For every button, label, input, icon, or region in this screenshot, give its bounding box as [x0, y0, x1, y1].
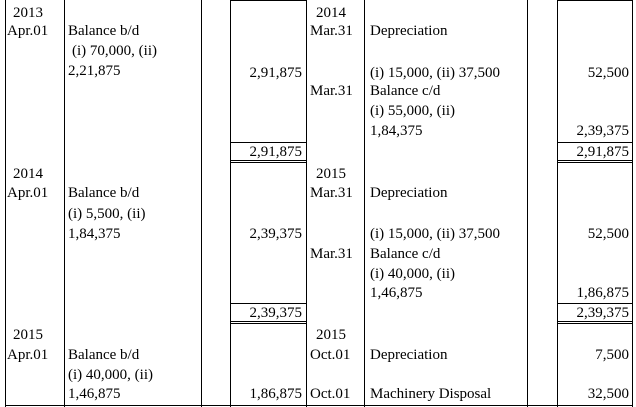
credit-date: Mar.31	[310, 83, 353, 99]
total-rule-debit-1-bottom-double	[230, 162, 307, 163]
debit-amount: 2,39,375	[249, 226, 302, 242]
total-credit: 2,91,875	[576, 144, 629, 160]
credit-particulars: Machinery Disposal	[370, 386, 492, 402]
credit-detail: 1,84,375	[370, 123, 423, 139]
total-debit: 2,39,375	[249, 305, 302, 321]
column-rule-credit-date	[364, 0, 365, 407]
total-debit: 2,91,875	[249, 144, 302, 160]
debit-particulars: Balance b/d	[68, 23, 140, 39]
credit-particulars: Depreciation	[370, 23, 448, 39]
debit-detail: 1,46,875	[68, 386, 121, 402]
credit-date: Oct.01	[310, 347, 351, 363]
credit-amount: 32,500	[587, 386, 629, 402]
debit-date: Apr.01	[7, 23, 49, 39]
total-rule-credit-1-bottom-double	[557, 162, 633, 163]
credit-detail: (i) 15,000, (ii) 37,500	[370, 226, 500, 242]
debit-year: 2013	[13, 5, 43, 21]
credit-date: Oct.01	[310, 386, 351, 402]
total-rule-credit-2-bottom-double	[557, 323, 633, 324]
column-rule-debit-amount	[306, 0, 307, 407]
column-rule-right-edge	[632, 0, 633, 407]
debit-detail: (i) 40,000, (ii)	[68, 367, 153, 383]
credit-date: Mar.31	[310, 23, 353, 39]
debit-detail: (i) 5,500, (ii)	[68, 206, 146, 222]
column-rule-credit-particulars	[527, 0, 528, 407]
top-rule-debit	[230, 0, 307, 1]
column-rule-debit-date	[64, 0, 65, 407]
debit-detail: (i) 70,000, (ii)	[72, 43, 157, 59]
credit-detail: (i) 15,000, (ii) 37,500	[370, 65, 500, 81]
credit-amount: 52,500	[587, 226, 629, 242]
credit-detail: (i) 55,000, (ii)	[370, 103, 455, 119]
debit-amount: 2,91,875	[249, 65, 302, 81]
top-rule-credit	[557, 0, 633, 1]
column-rule-left-edge	[5, 0, 6, 407]
credit-particulars: Depreciation	[370, 185, 448, 201]
debit-amount: 1,86,875	[249, 386, 302, 402]
credit-amount: 1,86,875	[576, 285, 629, 301]
column-rule-debit-particulars	[201, 0, 202, 407]
debit-detail: 1,84,375	[68, 226, 121, 242]
credit-date: Mar.31	[310, 246, 353, 262]
bottom-rule	[5, 405, 633, 406]
debit-date: Apr.01	[7, 185, 49, 201]
credit-detail: (i) 40,000, (ii)	[370, 266, 455, 282]
credit-amount: 2,39,375	[576, 123, 629, 139]
debit-particulars: Balance b/d	[68, 347, 140, 363]
total-credit: 2,39,375	[576, 305, 629, 321]
debit-detail: 2,21,875	[68, 63, 121, 79]
debit-date: Apr.01	[7, 347, 49, 363]
total-rule-debit-2-bottom-double	[230, 323, 307, 324]
credit-year: 2015	[316, 327, 346, 343]
credit-amount: 52,500	[587, 65, 629, 81]
debit-year: 2014	[13, 166, 43, 182]
debit-year: 2015	[13, 327, 43, 343]
credit-detail: 1,46,875	[370, 285, 423, 301]
credit-amount: 7,500	[595, 347, 629, 363]
credit-year: 2015	[316, 166, 346, 182]
credit-particulars: Balance c/d	[370, 246, 441, 262]
debit-particulars: Balance b/d	[68, 185, 140, 201]
credit-particulars: Balance c/d	[370, 83, 441, 99]
column-rule-debit-jf	[230, 0, 231, 407]
credit-particulars: Depreciation	[370, 347, 448, 363]
credit-year: 2014	[316, 5, 346, 21]
credit-date: Mar.31	[310, 185, 353, 201]
